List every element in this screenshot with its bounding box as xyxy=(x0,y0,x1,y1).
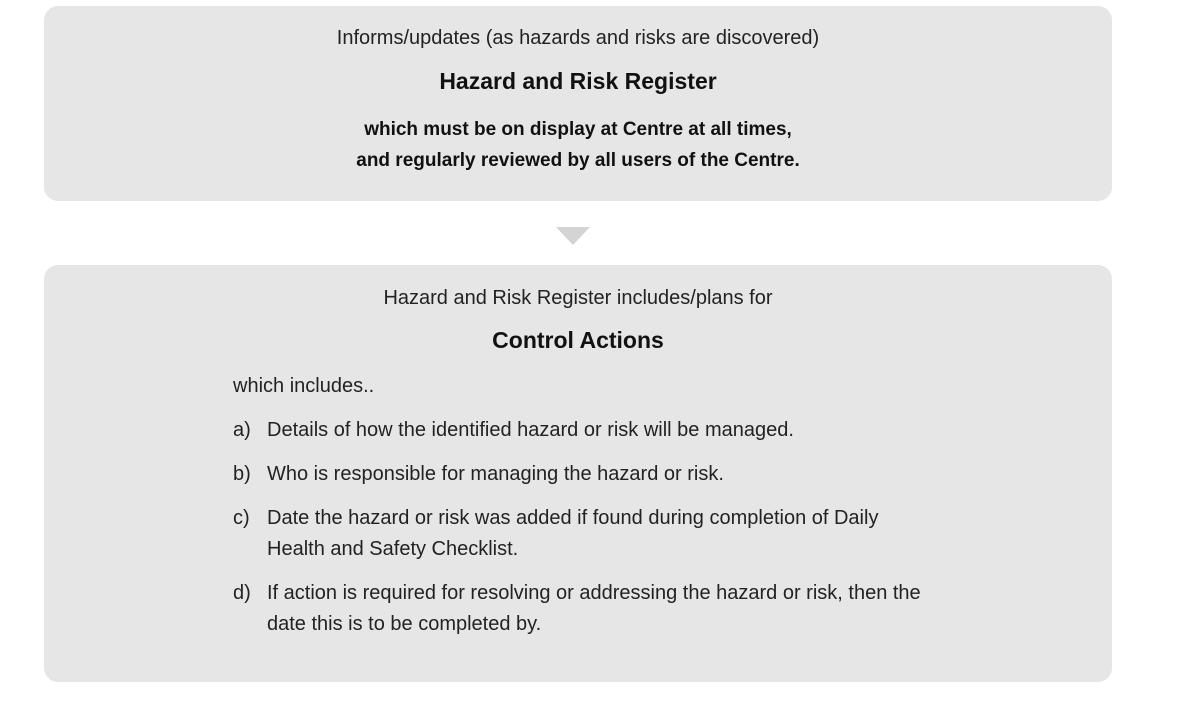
list-item-marker: d) xyxy=(233,582,251,604)
list-item xyxy=(233,415,933,446)
hazard-register-heading: Hazard and Risk Register xyxy=(439,68,717,94)
list-item-text: Who is responsible for managing the hazard or risk. xyxy=(267,463,724,485)
control-actions-list xyxy=(233,415,933,653)
list-item xyxy=(233,503,933,565)
display-requirement-line-1: which must be on display at Centre at all times, xyxy=(364,119,792,140)
list-item-text: If action is required for resolving or addressing the hazard or risk, then the date this is to be completed by. xyxy=(267,582,921,635)
bottom-intro-text: Hazard and Risk Register includes/plans for xyxy=(383,287,773,309)
list-item-marker: c) xyxy=(233,507,250,529)
top-intro-text: Informs/updates (as hazards and risks are discovered) xyxy=(336,27,820,49)
display-requirement-text xyxy=(44,114,1112,176)
list-item-text: Date the hazard or risk was added if found during completion of Daily Health and Safety Checklist. xyxy=(267,507,879,560)
down-arrow-icon xyxy=(556,227,590,245)
list-item xyxy=(233,578,933,640)
hazard-register-box xyxy=(44,6,1112,201)
list-item-text: Details of how the identified hazard or risk will be managed. xyxy=(267,419,794,441)
includes-lead-text: which includes.. xyxy=(233,375,375,397)
list-item-marker: b) xyxy=(233,463,251,485)
control-actions-heading: Control Actions xyxy=(492,327,664,353)
list-item xyxy=(233,459,933,490)
display-requirement-line-2: and regularly reviewed by all users of the Centre. xyxy=(356,150,800,171)
control-actions-box xyxy=(44,265,1112,682)
list-item-marker: a) xyxy=(233,419,251,441)
